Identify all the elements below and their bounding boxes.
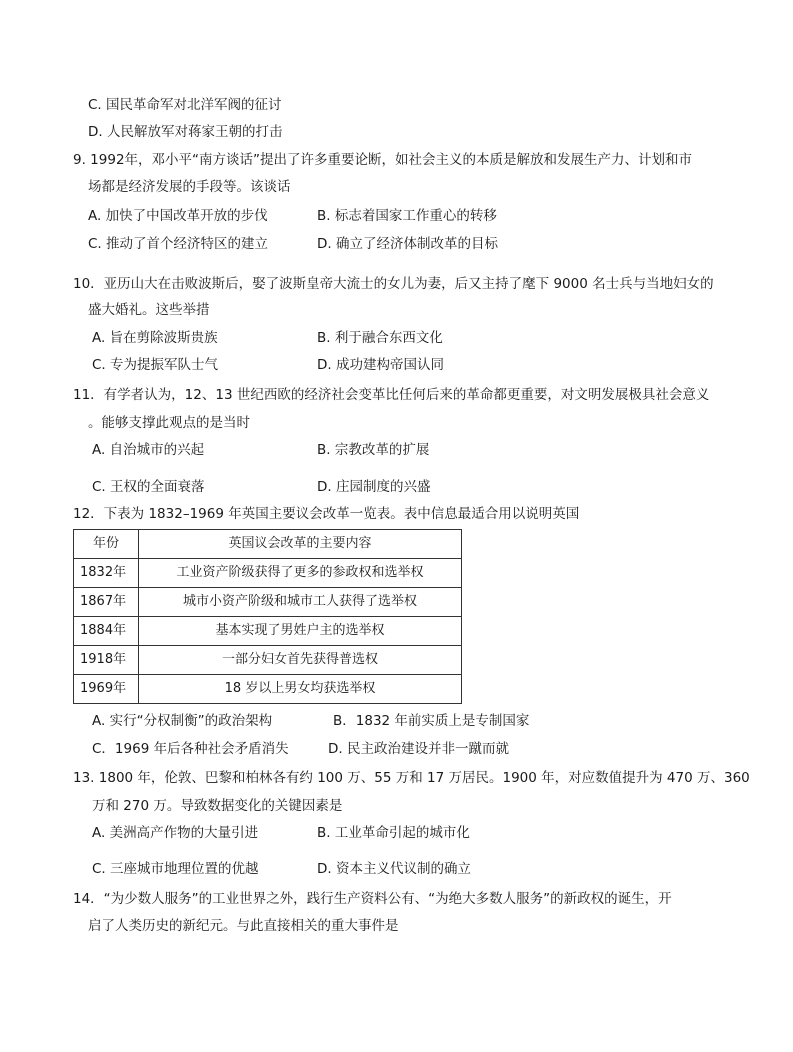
q12-option-a: A. 实行“分权制衡”的政治架构 (92, 713, 273, 729)
q10-stem-line2: 盛大婚礼。这些举措 (88, 302, 210, 318)
q10-option-b: B. 利于融合东西文化 (317, 330, 443, 346)
table-row (74, 646, 462, 675)
table-cell-content: 工业资产阶级获得了更多的参政权和选举权 (139, 559, 462, 588)
q9-option-a: A. 加快了中国改革开放的步伐 (88, 208, 268, 224)
table-cell-content: 基本实现了男姓户主的选举权 (139, 617, 462, 646)
table-cell-year: 1969年 (74, 675, 139, 704)
q14-stem-line2: 启了人类历史的新纪元。与此直接相关的重大事件是 (88, 918, 399, 934)
q8-option-d: D. 人民解放军对蒋家王朝的打击 (88, 124, 283, 140)
parliament-reform-table (73, 529, 462, 704)
table-cell-year: 1884年 (74, 617, 139, 646)
q9-option-c: C. 推动了首个经济特区的建立 (88, 236, 269, 252)
table-cell-year: 1832年 (74, 559, 139, 588)
q9-option-d: D. 确立了经济体制改革的目标 (317, 236, 498, 252)
q13-option-d: D. 资本主义代议制的确立 (317, 861, 471, 877)
table-header-row (74, 530, 462, 559)
q11-option-d: D. 庄园制度的兴盛 (317, 479, 431, 495)
table-row (74, 559, 462, 588)
q13-stem-line1: 13. 1800 年，伦敦、巴黎和柏林各有约 100 万、55 万和 17 万居民。1900 年，对应数值提升为 470 万、360 (73, 770, 750, 786)
q11-option-b: B. 宗教改革的扩展 (317, 442, 430, 458)
table-cell-content: 18 岁以上男女均获选举权 (139, 675, 462, 704)
q12-option-b: B．1832 年前实质上是专制国家 (333, 713, 530, 729)
table-row (74, 675, 462, 704)
table-row (74, 588, 462, 617)
q11-stem-line2: 。能够支撑此观点的是当时 (88, 415, 250, 431)
q11-stem-line1: 11．有学者认为，12、13 世纪西欧的经济社会变革比任何后来的革命都更重要，对文明发展极具社会意义 (73, 387, 710, 403)
q12-option-c: C．1969 年后各种社会矛盾消失 (92, 741, 289, 757)
q13-stem-line2: 万和 270 万。导致数据变化的关键因素是 (92, 798, 343, 814)
q11-option-a: A. 自治城市的兴起 (92, 442, 205, 458)
q10-option-c: C. 专为提振军队士气 (92, 357, 219, 373)
q12-option-d: D. 民主政治建设并非一蹴而就 (328, 741, 509, 757)
q10-option-a: A. 旨在剪除波斯贵族 (92, 330, 218, 346)
q9-stem-line1: 9. 1992年，邓小平“南方谈话”提出了许多重要论断，如社会主义的本质是解放和发展生产力、计划和市 (73, 152, 693, 168)
table-row (74, 617, 462, 646)
q14-stem-line1: 14．“为少数人服务”的工业世界之外，践行生产资料公有、“为绝大多数人服务”的新政权的诞生，开 (73, 891, 672, 907)
table-header-content: 英国议会改革的主要内容 (139, 530, 462, 559)
q10-stem-line1: 10．亚历山大在击败波斯后，娶了波斯皇帝大流士的女儿为妻，后又主持了麾下 9000 名士兵与当地妇女的 (73, 276, 714, 292)
table-cell-year: 1918年 (74, 646, 139, 675)
table-cell-year: 1867年 (74, 588, 139, 617)
q12-stem: 12．下表为 1832–1969 年英国主要议会改革一览表。表中信息最适合用以说明英国 (73, 506, 580, 522)
q13-option-a: A. 美洲高产作物的大量引进 (92, 825, 259, 841)
table-cell-content: 城市小资产阶级和城市工人获得了选举权 (139, 588, 462, 617)
q9-option-b: B. 标志着国家工作重心的转移 (317, 208, 497, 224)
table-header-year: 年份 (74, 530, 139, 559)
q10-option-d: D. 成功建构帝国认同 (317, 357, 444, 373)
q8-option-c: C. 国民革命军对北洋军阀的征讨 (88, 97, 282, 113)
table-cell-content: 一部分妇女首先获得普选权 (139, 646, 462, 675)
q13-option-b: B. 工业革命引起的城市化 (317, 825, 470, 841)
q9-stem-line2: 场都是经济发展的手段等。该谈话 (88, 179, 291, 195)
q11-option-c: C. 王权的全面衰落 (92, 479, 205, 495)
q13-option-c: C. 三座城市地理位置的优越 (92, 861, 259, 877)
